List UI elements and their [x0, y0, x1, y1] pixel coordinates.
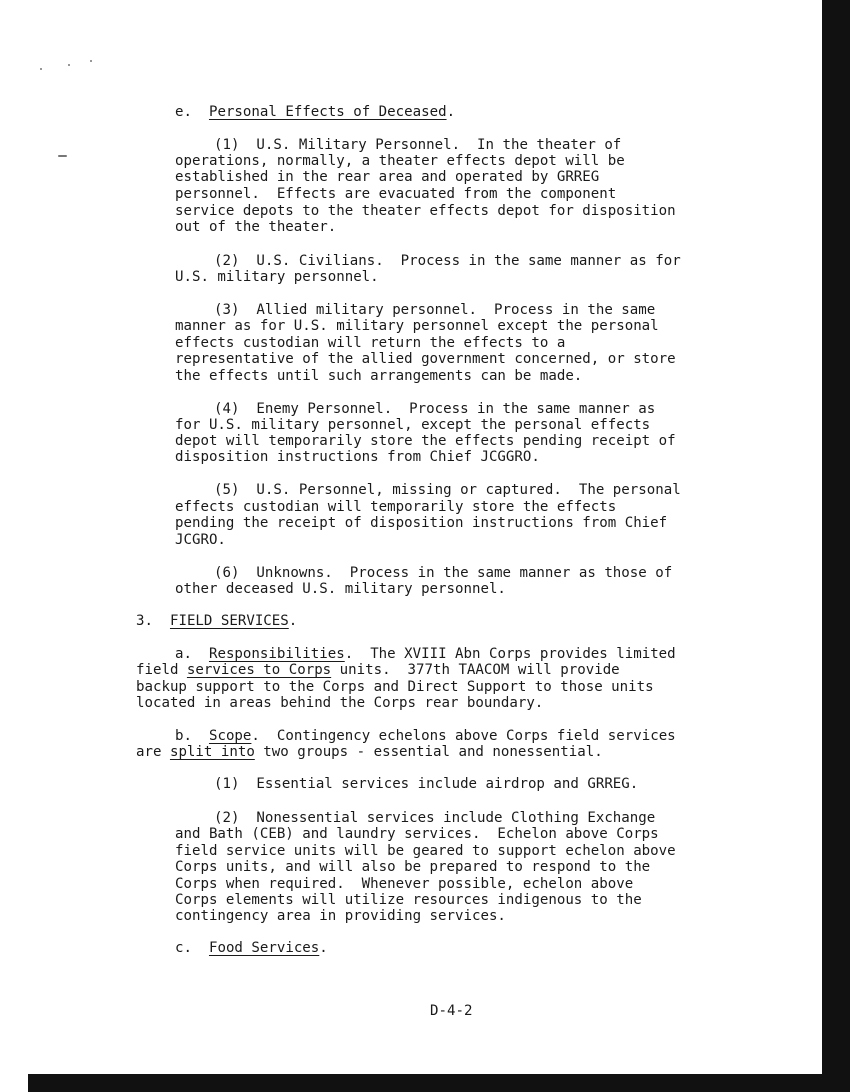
paragraph-line: Corps elements will utilize resources indigenous to the [175, 892, 642, 908]
paragraph-line: (1) Essential services include airdrop and GRREG. [214, 776, 639, 792]
paragraph-line: (1) U.S. Military Personnel. In the theater of [214, 137, 622, 153]
paragraph-line: (3) Allied military personnel. Process in the same [214, 302, 656, 318]
paragraph-line: disposition instructions from Chief JCGGRO. [175, 449, 540, 465]
subsection-food-services-heading: c. Food Services. [175, 940, 328, 956]
paragraph-line: representative of the allied government concerned, or store [175, 351, 676, 367]
paragraph-line: contingency area in providing services. [175, 908, 506, 924]
paragraph-line: Corps when required. Whenever possible, echelon above [175, 876, 634, 892]
paragraph-line: (5) U.S. Personnel, missing or captured. The personal [214, 482, 681, 498]
paragraph-line: personnel. Effects are evacuated from the component [175, 186, 617, 202]
subsection-responsibilities-line: a. Responsibilities. The XVIII Abn Corps provides limited [175, 646, 676, 662]
paragraph-line: (2) U.S. Civilians. Process in the same manner as for [214, 253, 681, 269]
scan-speck [58, 155, 67, 157]
paragraph-line: U.S. military personnel. [175, 269, 379, 285]
paragraph-line: field services to Corps units. 377th TAACOM will provide [136, 662, 620, 678]
paragraph-line: field service units will be geared to support echelon above [175, 843, 676, 859]
scan-speck [90, 60, 92, 62]
paragraph-line: effects custodian will temporarily store the effects [175, 499, 617, 515]
section-heading-personal-effects: e. Personal Effects of Deceased. [175, 104, 456, 120]
page-number: D-4-2 [430, 1003, 473, 1019]
paragraph-line: (2) Nonessential services include Clothing Exchange [214, 810, 656, 826]
paragraph-line: Corps units, and will also be prepared to respond to the [175, 859, 651, 875]
paragraph-line: depot will temporarily store the effects pending receipt of [175, 433, 676, 449]
paragraph-line: manner as for U.S. military personnel except the personal [175, 318, 659, 334]
paragraph-line: for U.S. military personnel, except the personal effects [175, 417, 651, 433]
paragraph-line: other deceased U.S. military personnel. [175, 581, 506, 597]
paragraph-line: established in the rear area and operated by GRREG [175, 169, 600, 185]
paragraph-line: the effects until such arrangements can be made. [175, 368, 583, 384]
paragraph-line: are split into two groups - essential and nonessential. [136, 744, 603, 760]
paragraph-line: out of the theater. [175, 219, 337, 235]
section-heading-field-services: 3. FIELD SERVICES. [136, 613, 298, 629]
paragraph-line: located in areas behind the Corps rear boundary. [136, 695, 544, 711]
paragraph-line: service depots to the theater effects depot for disposition [175, 203, 676, 219]
scan-speck [68, 64, 70, 66]
paragraph-line: operations, normally, a theater effects depot will be [175, 153, 625, 169]
paragraph-line: backup support to the Corps and Direct Support to those units [136, 679, 654, 695]
paragraph-line: effects custodian will return the effects to a [175, 335, 566, 351]
paragraph-line: pending the receipt of disposition instructions from Chief [175, 515, 668, 531]
scan-edge-bottom [28, 1074, 850, 1092]
scan-speck [40, 68, 42, 70]
paragraph-line: JCGRO. [175, 532, 226, 548]
paragraph-line: and Bath (CEB) and laundry services. Echelon above Corps [175, 826, 659, 842]
subsection-scope-line: b. Scope. Contingency echelons above Corps field services [175, 728, 676, 744]
scan-edge-right [822, 0, 850, 1092]
paragraph-line: (4) Enemy Personnel. Process in the same manner as [214, 401, 656, 417]
paragraph-line: (6) Unknowns. Process in the same manner as those of [214, 565, 673, 581]
